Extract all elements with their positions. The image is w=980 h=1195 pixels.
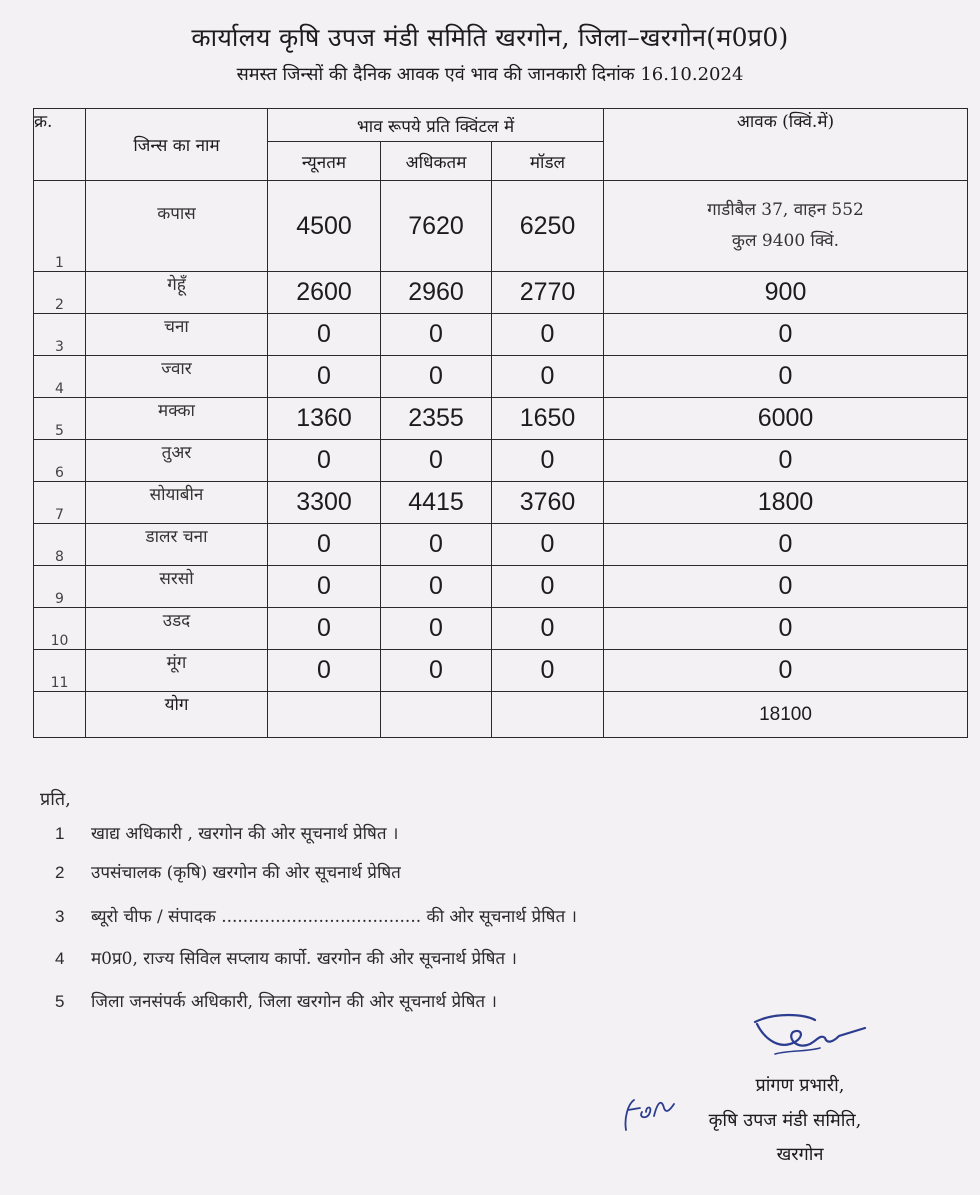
price-max: 0 <box>381 440 492 482</box>
price-max: 4415 <box>381 482 492 524</box>
distribution-item <box>55 904 577 927</box>
commodity-name: ज्वार <box>86 356 268 398</box>
report-subtitle: समस्त जिन्सों की दैनिक आवक एवं भाव की जानकारी दिनांक 16.10.2024 <box>236 64 744 85</box>
total-row <box>34 692 968 738</box>
price-max: 2355 <box>381 398 492 440</box>
arrival-qty: 0 <box>604 314 968 356</box>
arrival-qty: 0 <box>604 440 968 482</box>
rates-table <box>33 108 968 738</box>
item-text: उपसंचालक (कृषि) खरगोन की ओर सूचनार्थ प्रेषित <box>91 863 401 883</box>
arrival-qty: 0 <box>604 524 968 566</box>
distribution-item <box>55 989 497 1012</box>
price-max: 0 <box>381 356 492 398</box>
price-modal: 2770 <box>492 272 604 314</box>
header-commodity-name: जिन्स का नाम <box>86 109 268 181</box>
distribution-item <box>55 860 401 883</box>
arrival-qty: 0 <box>604 608 968 650</box>
table-row <box>34 181 968 272</box>
price-min: 0 <box>268 356 381 398</box>
total-label: योग <box>86 692 268 738</box>
header-min: न्यूनतम <box>268 142 381 181</box>
arrival-qty: 1800 <box>604 482 968 524</box>
item-text: जिला जनसंपर्क अधिकारी, जिला खरगोन की ओर सूचनार्थ प्रेषित । <box>91 992 497 1012</box>
price-modal: 3760 <box>492 482 604 524</box>
table-row <box>34 314 968 356</box>
signatory-office: कृषि उपज मंडी समिति, <box>708 1110 862 1131</box>
signatory-location: खरगोन <box>776 1144 824 1165</box>
price-max: 0 <box>381 314 492 356</box>
arrival-vehicles: गाडीबैल 37, वाहन 552 <box>707 200 864 220</box>
table-row <box>34 650 968 692</box>
table-row <box>34 566 968 608</box>
table-header-row <box>34 109 968 142</box>
row-serial: 11 <box>34 650 86 692</box>
price-max: 0 <box>381 650 492 692</box>
item-text: ब्यूरो चीफ / संपादक ..................................... की ओर सूचनार्थ प्रेषित । <box>91 907 577 927</box>
price-modal: 0 <box>492 650 604 692</box>
table-row <box>34 440 968 482</box>
price-min: 0 <box>268 608 381 650</box>
price-modal: 0 <box>492 356 604 398</box>
table-row <box>34 482 968 524</box>
commodity-name: गेहूँ <box>86 272 268 314</box>
price-min: 0 <box>268 566 381 608</box>
price-min: 4500 <box>268 181 381 272</box>
item-number: 4 <box>55 949 65 968</box>
item-number: 2 <box>55 863 65 882</box>
price-modal: 0 <box>492 566 604 608</box>
row-serial: 7 <box>34 482 86 524</box>
row-serial: 8 <box>34 524 86 566</box>
distribution-heading: प्रति, <box>40 789 71 810</box>
table-row <box>34 608 968 650</box>
distribution-item <box>55 946 517 969</box>
price-modal: 0 <box>492 314 604 356</box>
price-modal: 6250 <box>492 181 604 272</box>
price-modal: 0 <box>492 608 604 650</box>
commodity-name: उडद <box>86 608 268 650</box>
row-serial: 4 <box>34 356 86 398</box>
price-modal: 0 <box>492 524 604 566</box>
total-min-empty <box>268 692 381 738</box>
price-modal: 0 <box>492 440 604 482</box>
commodity-name: मूंग <box>86 650 268 692</box>
price-max: 0 <box>381 566 492 608</box>
row-serial: 9 <box>34 566 86 608</box>
row-serial: 5 <box>34 398 86 440</box>
row-serial: 3 <box>34 314 86 356</box>
price-min: 2600 <box>268 272 381 314</box>
table-row <box>34 524 968 566</box>
commodity-name: सोयाबीन <box>86 482 268 524</box>
header-max: अधिकतम <box>381 142 492 181</box>
commodity-name: तुअर <box>86 440 268 482</box>
commodity-name: डालर चना <box>86 524 268 566</box>
item-number: 3 <box>55 907 65 926</box>
commodity-name: सरसो <box>86 566 268 608</box>
office-title: कार्यालय कृषि उपज मंडी समिति खरगोन, जिला–खरगोन(म0प्र0) <box>191 23 789 52</box>
header-serial: क्र. <box>34 109 86 181</box>
item-text: म0प्र0, राज्य सिविल सप्लाय कार्पो. खरगोन की ओर सूचनार्थ प्रेषित । <box>91 949 517 969</box>
arrival-qty: 0 <box>604 566 968 608</box>
header-arrival: आवक (क्विं.में) <box>604 109 968 181</box>
item-text: खाद्य अधिकारी , खरगोन की ओर सूचनार्थ प्रेषित । <box>91 824 399 844</box>
item-number: 5 <box>55 992 65 1011</box>
header-price-group: भाव रूपये प्रति क्विंटल में <box>268 109 604 142</box>
table-row <box>34 398 968 440</box>
price-min: 1360 <box>268 398 381 440</box>
total-serial-empty <box>34 692 86 738</box>
row-serial: 10 <box>34 608 86 650</box>
total-modal-empty <box>492 692 604 738</box>
arrival-detail <box>604 181 968 272</box>
price-modal: 1650 <box>492 398 604 440</box>
price-min: 0 <box>268 440 381 482</box>
row-serial: 1 <box>34 181 86 272</box>
price-max: 2960 <box>381 272 492 314</box>
commodity-name: कपास <box>86 181 268 272</box>
row-serial: 2 <box>34 272 86 314</box>
arrival-qty: 900 <box>604 272 968 314</box>
arrival-total: कुल 9400 क्विं. <box>731 231 840 251</box>
commodity-name: चना <box>86 314 268 356</box>
row-serial: 6 <box>34 440 86 482</box>
distribution-item <box>55 821 398 844</box>
price-min: 0 <box>268 524 381 566</box>
item-number: 1 <box>55 824 65 843</box>
table-row <box>34 272 968 314</box>
price-max: 0 <box>381 608 492 650</box>
arrival-qty: 6000 <box>604 398 968 440</box>
price-min: 3300 <box>268 482 381 524</box>
price-min: 0 <box>268 650 381 692</box>
total-max-empty <box>381 692 492 738</box>
signatory-designation: प्रांगण प्रभारी, <box>755 1075 845 1096</box>
price-max: 7620 <box>381 181 492 272</box>
price-min: 0 <box>268 314 381 356</box>
price-max: 0 <box>381 524 492 566</box>
header-modal: मॉडल <box>492 142 604 181</box>
handwritten-signature <box>735 1010 875 1070</box>
arrival-qty: 0 <box>604 356 968 398</box>
total-arrival: 18100 <box>604 692 968 738</box>
arrival-qty: 0 <box>604 650 968 692</box>
commodity-name: मक्का <box>86 398 268 440</box>
table-row <box>34 356 968 398</box>
